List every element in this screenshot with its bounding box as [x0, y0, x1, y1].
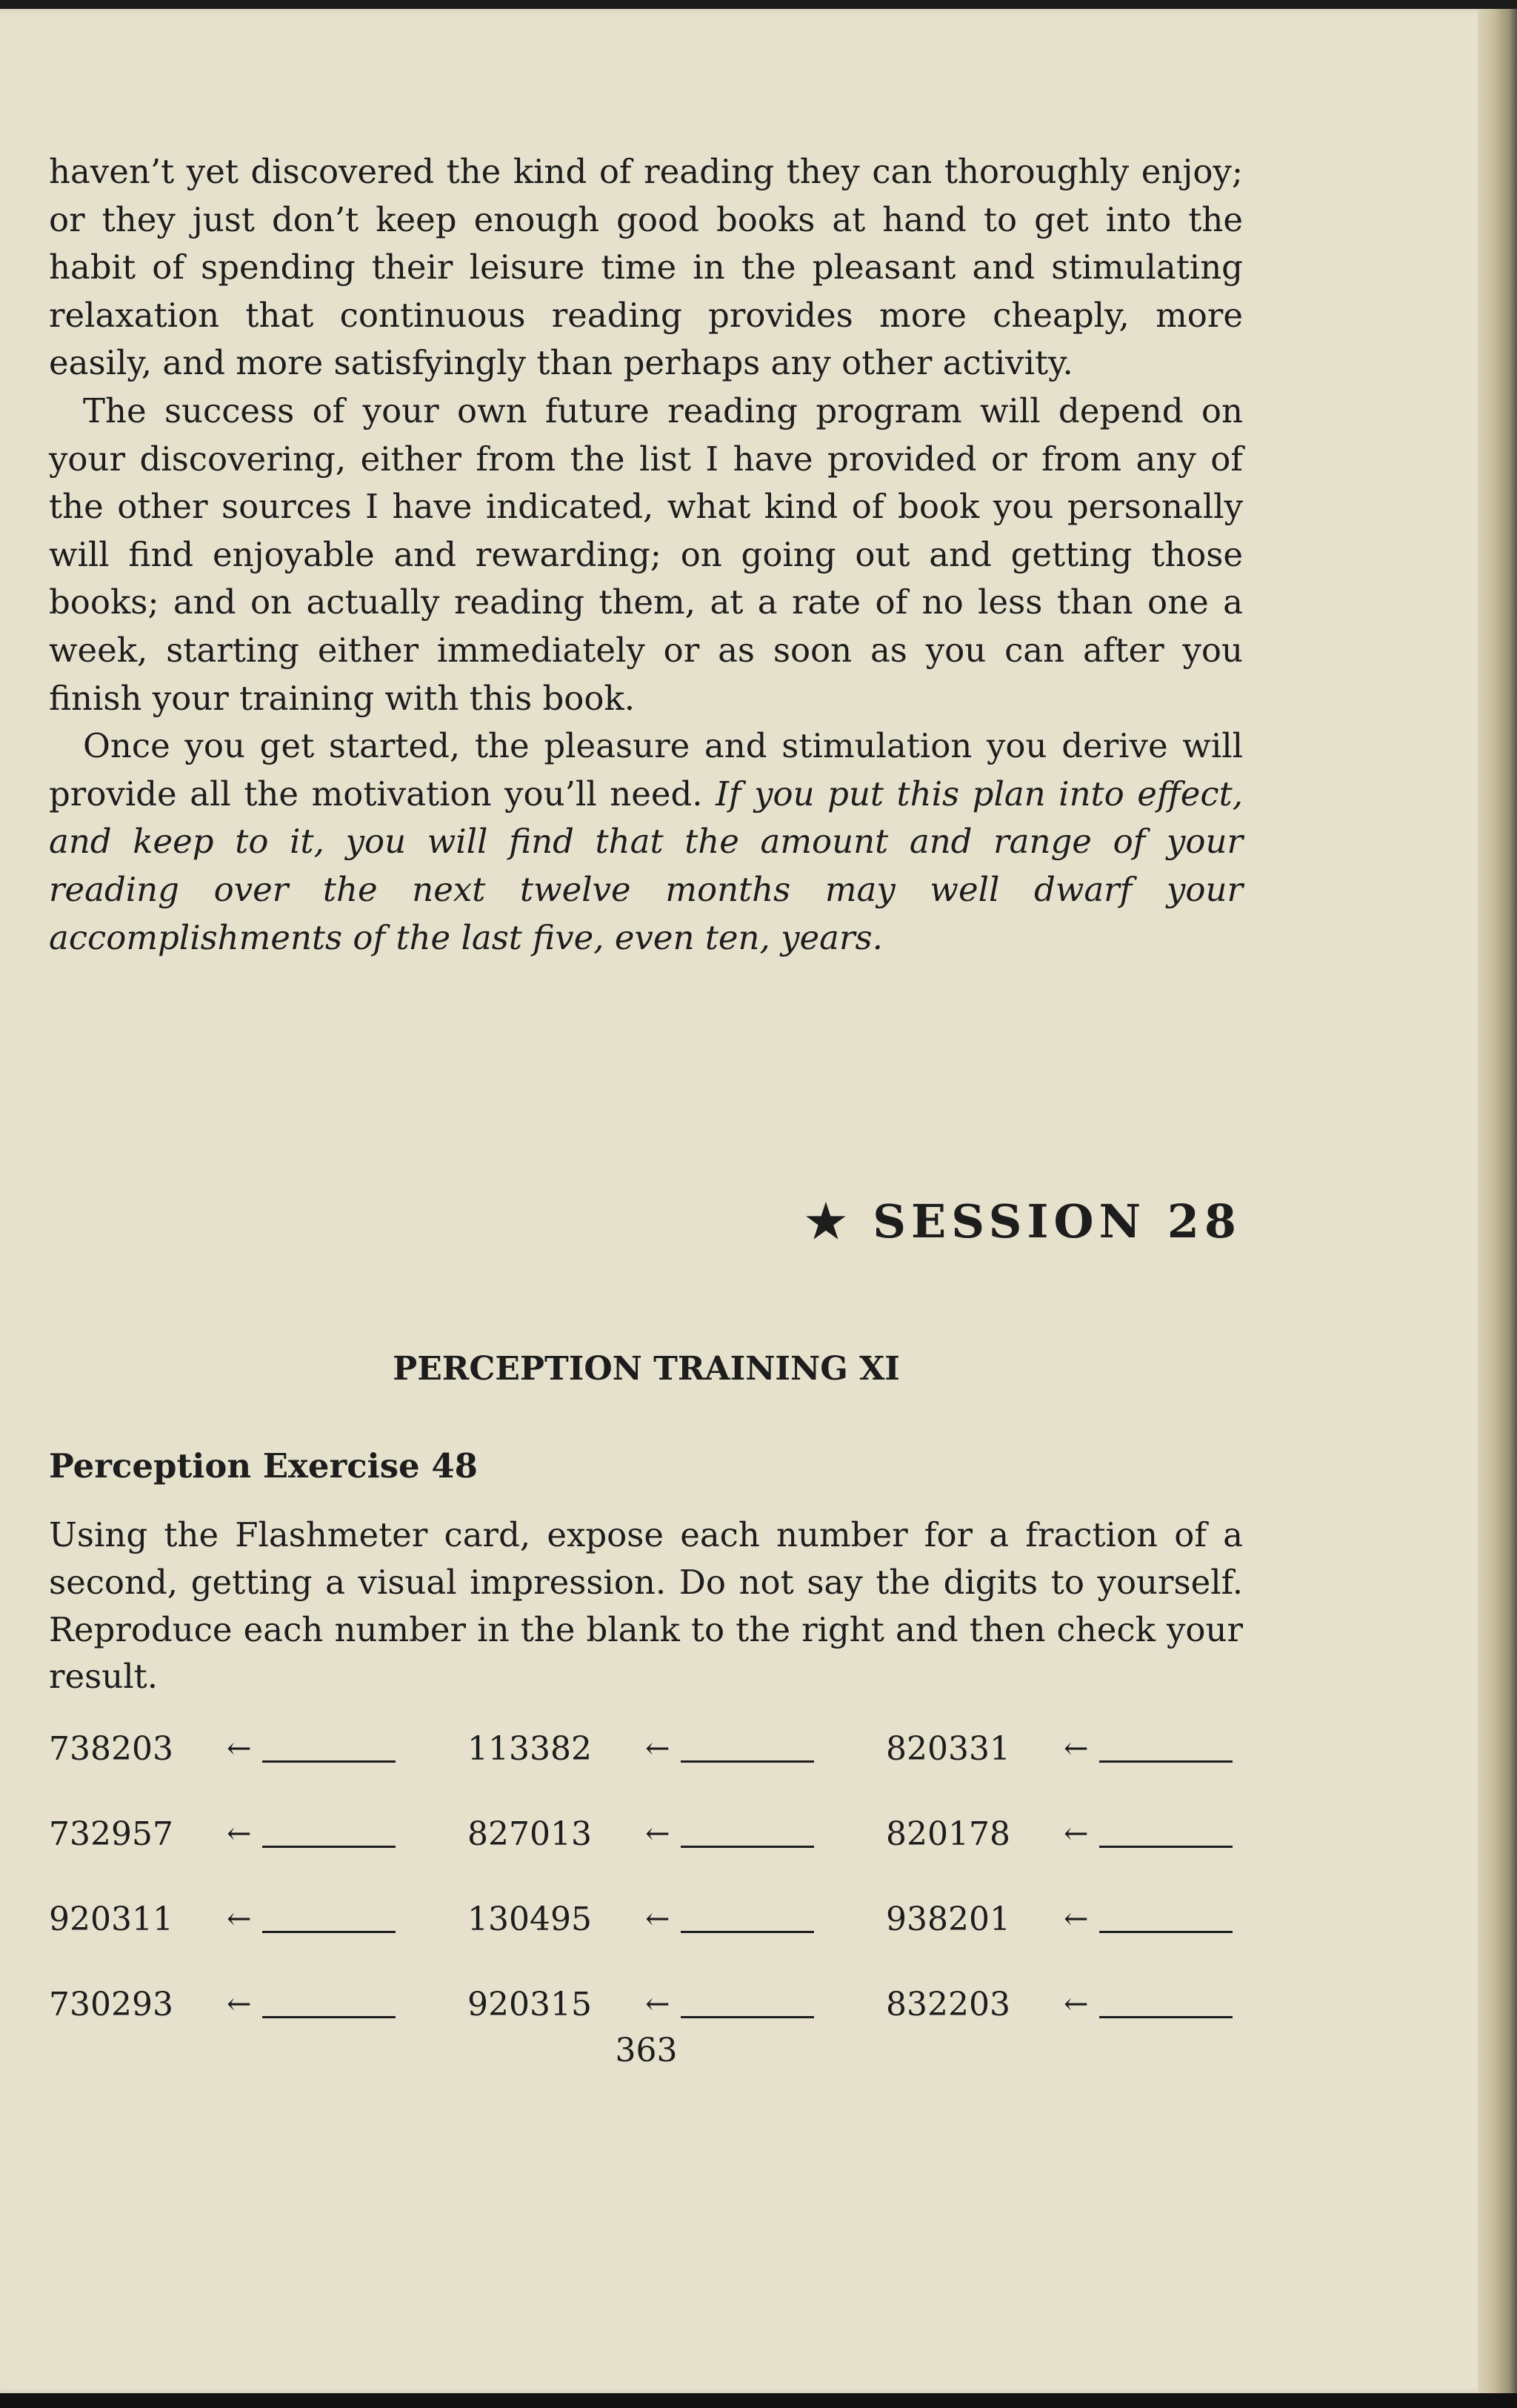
- left-arrow-icon: ←: [645, 1902, 670, 1936]
- number-cell: [886, 1812, 1233, 1856]
- body-text: [49, 148, 1243, 962]
- number-cell: [49, 1812, 396, 1856]
- left-arrow-icon: ←: [227, 1817, 252, 1851]
- number-cell: [467, 1726, 814, 1771]
- paragraph-2: The success of your own future reading program will depend on your discovering, either from the list I have provided or from any of the other sources I have indicated, what kind of book you personally will find enjoyable and rewarding; on going out and getting those books; and on actually reading them, at a rate of no less than one a week, starting either immediately or as soon as you can after you finish your training with this book.: [49, 390, 1243, 718]
- left-arrow-icon: ←: [645, 1987, 670, 2021]
- page-edge-shadow: [1478, 9, 1517, 2393]
- left-arrow-icon: ←: [645, 1817, 670, 1851]
- number-value: 738203: [49, 1729, 173, 1768]
- number-cell: [49, 1982, 396, 2026]
- number-value: 938201: [886, 1900, 1010, 1938]
- paragraph-1: haven’t yet discovered the kind of reading they can thoroughly enjoy; or they just don’t keep enough good books at hand to get into the habit of spending their leisure time in the pleasant and stimulating relaxation that continuous reading provides more cheaply, more easily, and more satisfyingly than perhaps any other activity.: [49, 152, 1243, 383]
- number-value: 832203: [886, 1985, 1010, 2023]
- section-title: PERCEPTION TRAINING XI: [393, 1350, 900, 1388]
- number-cell: [467, 1897, 814, 1941]
- number-cell: [467, 1812, 814, 1856]
- left-arrow-icon: ←: [1064, 1987, 1089, 2021]
- number-grid: [49, 1726, 1243, 2067]
- left-arrow-icon: ←: [1064, 1902, 1089, 1936]
- left-arrow-icon: ←: [1064, 1732, 1089, 1766]
- exercise-title: Perception Exercise 48: [49, 1446, 478, 1486]
- answer-blank[interactable]: [262, 2015, 396, 2018]
- number-value: 820178: [886, 1815, 1010, 1853]
- number-value: 827013: [467, 1815, 592, 1853]
- answer-blank[interactable]: [262, 1844, 396, 1848]
- number-cell: [886, 1726, 1233, 1771]
- number-value: 920315: [467, 1985, 592, 2023]
- grid-row: [49, 1726, 1243, 1812]
- answer-blank[interactable]: [1099, 1759, 1233, 1763]
- answer-blank[interactable]: [1099, 1844, 1233, 1848]
- answer-blank[interactable]: [681, 1844, 814, 1848]
- grid-row: [49, 1897, 1243, 1982]
- exercise-instruction: [49, 1511, 1243, 1700]
- paragraph-3-italic: If you put this plan into effect, and keep to it, you will find that the amount and range of your reading over the next twelve months may well dwarf your accomplishments of the last five, even ten, years.: [49, 774, 1243, 957]
- answer-blank[interactable]: [681, 1929, 814, 1933]
- answer-blank[interactable]: [681, 1759, 814, 1763]
- number-value: 732957: [49, 1815, 173, 1853]
- instruction-text: Using the Flashmeter card, expose each number for a fraction of a second, getting a visual impression. Do not say the digits to yourself. Reproduce each number in the blank to the right and then check your result.: [49, 1515, 1243, 1697]
- number-cell: [467, 1982, 814, 2026]
- left-arrow-icon: ←: [1064, 1817, 1089, 1851]
- left-arrow-icon: ←: [227, 1732, 252, 1766]
- number-cell: [886, 1982, 1233, 2026]
- left-arrow-icon: ←: [227, 1902, 252, 1936]
- number-value: 130495: [467, 1900, 592, 1938]
- answer-blank[interactable]: [262, 1929, 396, 1933]
- answer-blank[interactable]: [262, 1759, 396, 1763]
- answer-blank[interactable]: [1099, 1929, 1233, 1933]
- number-value: 730293: [49, 1985, 173, 2023]
- page-number: 363: [615, 2032, 678, 2069]
- scan-border: [0, 2393, 1517, 2408]
- answer-blank[interactable]: [681, 2015, 814, 2018]
- number-value: 820331: [886, 1729, 1010, 1768]
- paragraph-3: [49, 722, 1243, 962]
- grid-row: [49, 1812, 1243, 1897]
- left-arrow-icon: ←: [645, 1732, 670, 1766]
- paragraph-3-normal: Once you get started, the pleasure and stimulation you derive will provide all the motivation you’ll need.: [49, 726, 1243, 814]
- number-value: 920311: [49, 1900, 173, 1938]
- answer-blank[interactable]: [1099, 2015, 1233, 2018]
- number-cell: [49, 1897, 396, 1941]
- number-cell: [886, 1897, 1233, 1941]
- number-cell: [49, 1726, 396, 1771]
- left-arrow-icon: ←: [227, 1987, 252, 2021]
- number-value: 113382: [467, 1729, 592, 1768]
- session-heading: ★ SESSION 28: [805, 1194, 1241, 1248]
